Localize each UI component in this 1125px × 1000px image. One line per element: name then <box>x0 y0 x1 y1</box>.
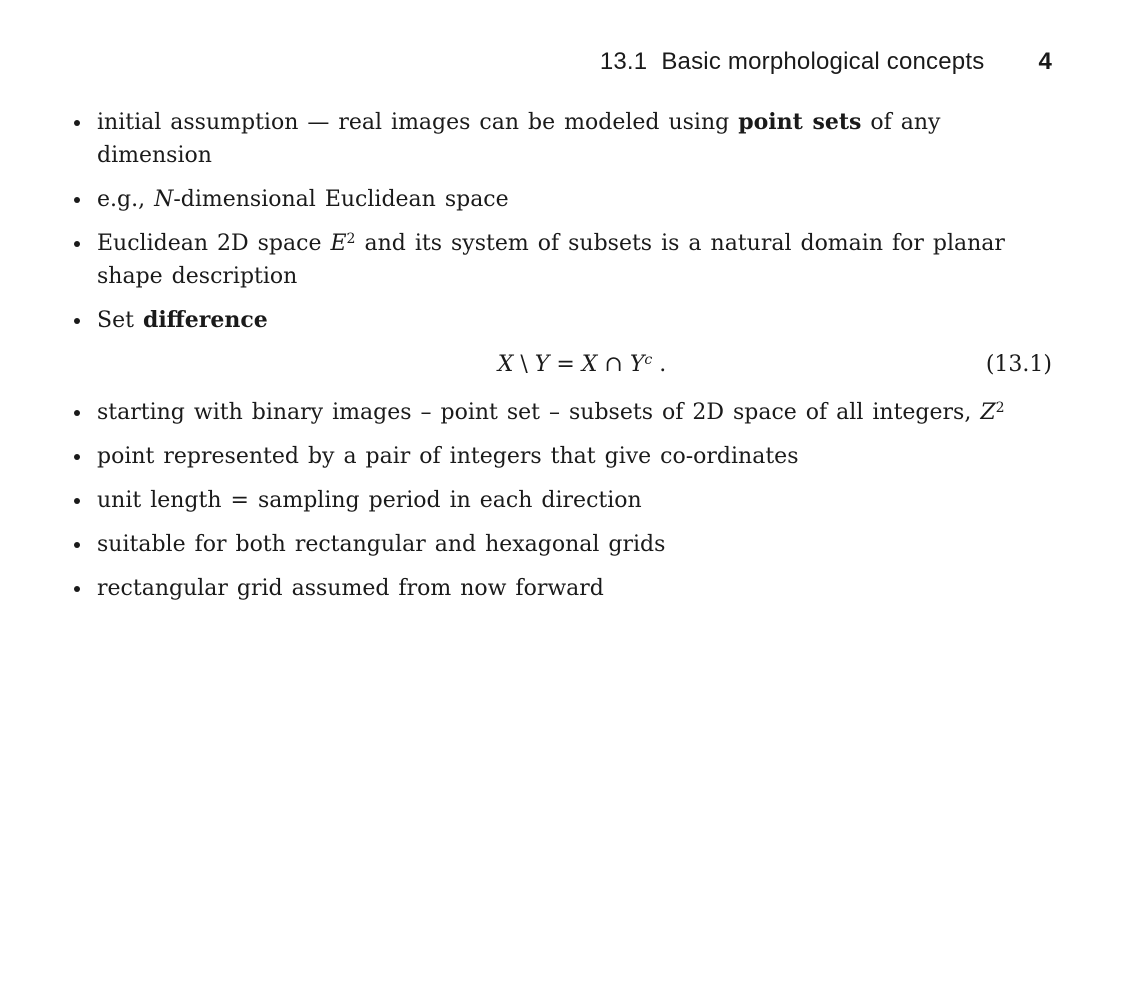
text-segment: Z <box>980 400 996 425</box>
text-segment: \ <box>513 352 535 377</box>
bullet-text <box>97 528 1052 561</box>
list-item <box>68 528 1052 561</box>
bullet-icon <box>68 227 97 260</box>
bullet-text <box>97 183 1052 216</box>
bullet-icon <box>68 396 97 429</box>
text-segment: E <box>330 231 347 256</box>
bullet-text <box>97 484 1052 517</box>
text-segment: of any <box>861 110 941 135</box>
bullet-list <box>68 106 1052 616</box>
list-item <box>68 396 1052 429</box>
text-segment: Y <box>534 352 550 377</box>
text-segment: dimension <box>97 143 212 168</box>
text-segment: initial assumption — real images can be modeled using <box>97 110 739 135</box>
text-segment: Y <box>629 352 645 377</box>
equation-number: (13.1) <box>985 352 1052 377</box>
list-item <box>68 106 1052 172</box>
text-segment: . <box>652 352 667 377</box>
page-number: 4 <box>1038 48 1052 75</box>
text-segment: Euclidean 2D space <box>97 231 331 256</box>
text-segment: and its system of subsets is a natural domain for planar <box>355 231 1005 256</box>
text-segment: -dimensional Euclidean space <box>173 187 509 212</box>
bullet-icon <box>68 440 97 473</box>
bullet-text <box>97 396 1052 429</box>
text-segment: ∩ <box>597 352 630 377</box>
text-segment: e.g., <box>97 187 155 212</box>
section-number: 13.1 <box>599 48 648 75</box>
bullet-icon <box>68 572 97 605</box>
bullet-icon <box>68 528 97 561</box>
equation-body <box>498 348 667 381</box>
list-item <box>68 484 1052 517</box>
text-segment: c <box>644 351 653 368</box>
text-segment: X <box>497 352 514 377</box>
bullet-icon <box>68 304 97 337</box>
list-item <box>68 440 1052 473</box>
text-segment: rectangular grid assumed from now forward <box>97 576 604 601</box>
bullet-text <box>97 106 1052 172</box>
list-item <box>68 227 1052 293</box>
text-segment: = <box>549 352 582 377</box>
text-segment: N <box>154 187 174 212</box>
bullet-text <box>97 304 1052 337</box>
bullet-icon <box>68 183 97 216</box>
text-segment: Set <box>97 308 143 333</box>
text-segment: difference <box>142 307 268 333</box>
text-segment: point represented by a pair of integers that give co-ordinates <box>97 444 799 469</box>
section-title: Basic morphological concepts <box>661 48 985 75</box>
bullet-icon <box>68 484 97 517</box>
bullet-text <box>97 227 1052 293</box>
bullet-text <box>97 440 1052 473</box>
text-segment: unit length = sampling period in each direction <box>97 488 642 513</box>
page-header <box>0 48 1052 76</box>
list-item <box>68 572 1052 605</box>
list-item <box>68 304 1052 337</box>
text-segment: point sets <box>738 109 862 135</box>
text-segment: X <box>581 352 598 377</box>
text-segment: shape description <box>97 264 298 289</box>
text-segment: 2 <box>346 230 356 247</box>
text-segment: suitable for both rectangular and hexagonal grids <box>97 532 666 557</box>
display-equation <box>68 348 1052 381</box>
text-segment: starting with binary images – point set – subsets of 2D space of all integers, <box>97 400 981 425</box>
list-item <box>68 183 1052 216</box>
bullet-text <box>97 572 1052 605</box>
text-segment: 2 <box>995 399 1005 416</box>
bullet-icon <box>68 106 97 139</box>
